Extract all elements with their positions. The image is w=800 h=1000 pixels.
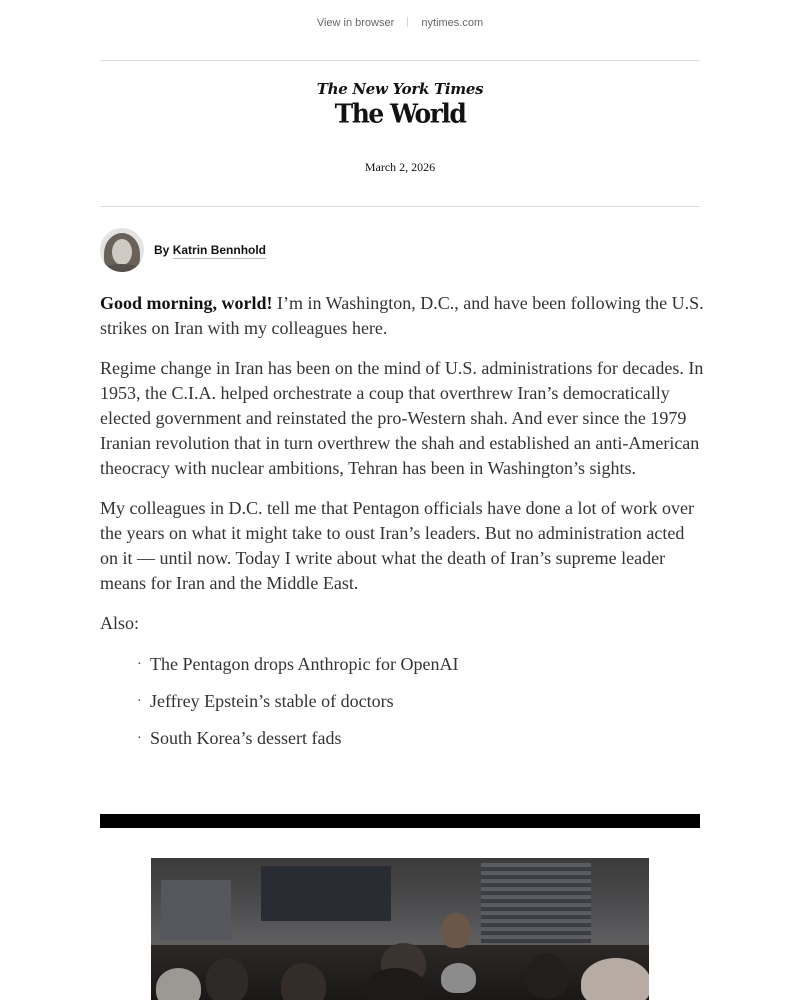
header-rule-top bbox=[100, 60, 700, 61]
avatar-shoulders bbox=[102, 264, 142, 272]
photo-figure bbox=[581, 958, 649, 1000]
masthead bbox=[0, 80, 800, 128]
header-rule-bottom bbox=[100, 206, 700, 207]
photo-shutter bbox=[481, 863, 591, 943]
also-label: Also: bbox=[100, 613, 140, 633]
author-avatar bbox=[100, 228, 144, 272]
avatar-face bbox=[112, 239, 132, 265]
also-list bbox=[100, 652, 704, 751]
photo-figure bbox=[206, 958, 248, 1000]
byline-text bbox=[154, 243, 266, 257]
nyt-logo[interactable]: The New York Times bbox=[316, 80, 484, 98]
intro-text: I’m in Washington, D.C., and have been following the U.S. strikes on Iran with my colleagues here. bbox=[100, 293, 704, 338]
list-item-text: The Pentagon drops Anthropic for OpenAI bbox=[150, 654, 459, 674]
photo-figure bbox=[281, 963, 326, 1000]
byline-prefix: By bbox=[154, 243, 170, 257]
photo-sign bbox=[261, 866, 391, 921]
photo-figure bbox=[441, 963, 476, 993]
photo-figure bbox=[156, 968, 201, 1000]
photo-figure bbox=[441, 913, 471, 948]
list-item-text: Jeffrey Epstein’s stable of doctors bbox=[150, 691, 394, 711]
lead-photo[interactable] bbox=[151, 858, 649, 1000]
photo-figure bbox=[366, 968, 426, 1000]
issue-date: March 2, 2026 bbox=[364, 160, 436, 174]
paragraph-regime-change: Regime change in Iran has been on the mind of U.S. administrations for decades. In 1953, the C.I.A. helped orchestrate a coup that overthrew Iran’s democratically elected government and reinstated the pro-Western shah. And ever since the 1979 Iranian revolution that in turn overthrew the shah and established an anti-American theocracy with nuclear ambitions, Tehran has been in Washington’s sights. bbox=[100, 358, 704, 478]
divider bbox=[407, 17, 408, 27]
byline bbox=[100, 228, 266, 272]
list-item[interactable] bbox=[137, 726, 704, 751]
newsletter-body bbox=[100, 291, 704, 763]
nytimes-link[interactable]: nytimes.com bbox=[421, 17, 484, 29]
bullet-icon: · bbox=[137, 731, 142, 746]
paragraph-pentagon: My colleagues in D.C. tell me that Pentagon officials have done a lot of work over the years on what it might take to oust Iran’s leaders. But no administration acted on it — until now. Today I write about what the death of Iran’s supreme leader means for Iran and the Middle East. bbox=[100, 498, 695, 593]
view-in-browser-link[interactable]: View in browser bbox=[316, 17, 395, 29]
greeting: Good morning, world! bbox=[100, 293, 273, 313]
list-item-text: South Korea’s dessert fads bbox=[150, 728, 342, 748]
photo-storefront bbox=[161, 880, 231, 940]
top-links-bar bbox=[0, 17, 800, 29]
list-item[interactable] bbox=[137, 689, 704, 714]
author-link[interactable]: Katrin Bennhold bbox=[172, 243, 267, 257]
newsletter-title: The World bbox=[334, 98, 466, 129]
photo-figure bbox=[526, 953, 568, 998]
bullet-icon: · bbox=[137, 694, 142, 709]
list-item[interactable] bbox=[137, 652, 704, 677]
intro-paragraph bbox=[100, 291, 704, 341]
bullet-icon: · bbox=[137, 657, 142, 672]
section-divider-bar bbox=[100, 814, 700, 828]
